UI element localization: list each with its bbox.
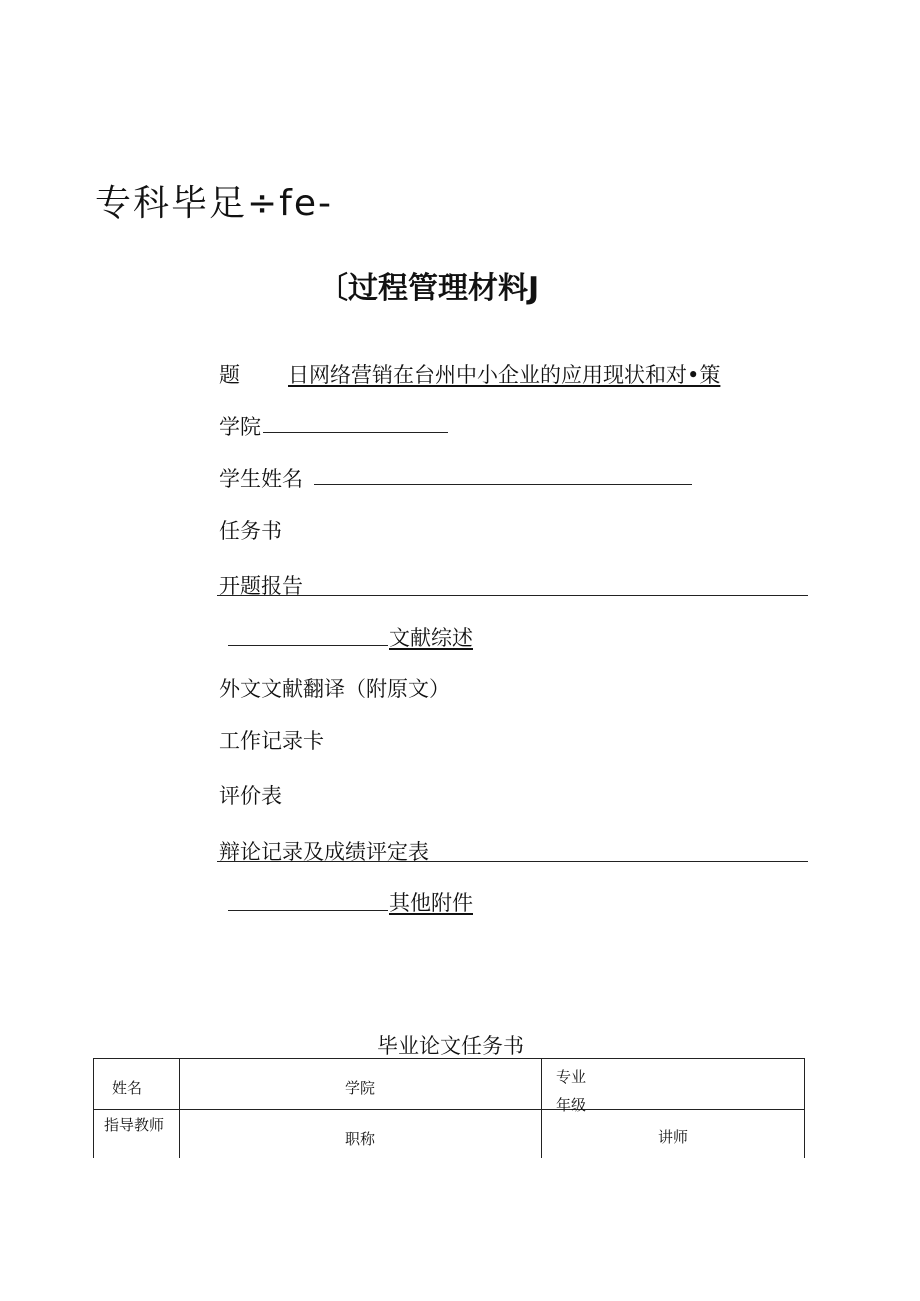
topic-label: 题 xyxy=(219,363,240,387)
rank-value: 讲师 xyxy=(658,1128,689,1146)
advisor-label: 指导教师 xyxy=(104,1116,165,1134)
college-cell-label: 学院 xyxy=(345,1079,376,1097)
college-label: 学院 xyxy=(219,415,261,439)
item-defense-record: 辩论记录及成绩评定表 xyxy=(219,840,429,864)
task-book-table xyxy=(93,1058,805,1158)
item-literature-review: 文献综述 xyxy=(389,626,473,650)
rank-label: 职称 xyxy=(345,1130,376,1148)
item-opening-report: 开题报告 xyxy=(219,574,303,598)
item-foreign-translation: 外文文献翻译（附原文） xyxy=(219,677,450,701)
literature-review-line xyxy=(228,645,388,646)
item-task-book: 任务书 xyxy=(219,519,282,543)
defense-record-line xyxy=(217,861,808,862)
sub-title: 〔过程管理材料J xyxy=(318,271,540,306)
student-name-label: 学生姓名 xyxy=(219,467,303,491)
name-label: 姓名 xyxy=(112,1079,143,1097)
task-book-title: 毕业论文任务书 xyxy=(377,1034,524,1058)
grade-label: 年级 xyxy=(556,1096,587,1114)
table-row xyxy=(94,1059,805,1110)
table-row xyxy=(94,1110,805,1159)
item-evaluation-form: 评价表 xyxy=(219,784,282,808)
student-name-field-line xyxy=(314,484,692,485)
major-label: 专业 xyxy=(556,1068,587,1086)
main-title: 专科毕足÷fe- xyxy=(95,183,333,224)
opening-report-line xyxy=(217,595,808,596)
topic-value: 日网络营销在台州中小企业的应用现状和对•策 xyxy=(288,363,721,387)
college-field-line xyxy=(263,432,448,433)
item-other-attachments: 其他附件 xyxy=(389,891,473,915)
item-work-record: 工作记录卡 xyxy=(219,729,324,753)
other-attachments-line xyxy=(228,910,388,911)
